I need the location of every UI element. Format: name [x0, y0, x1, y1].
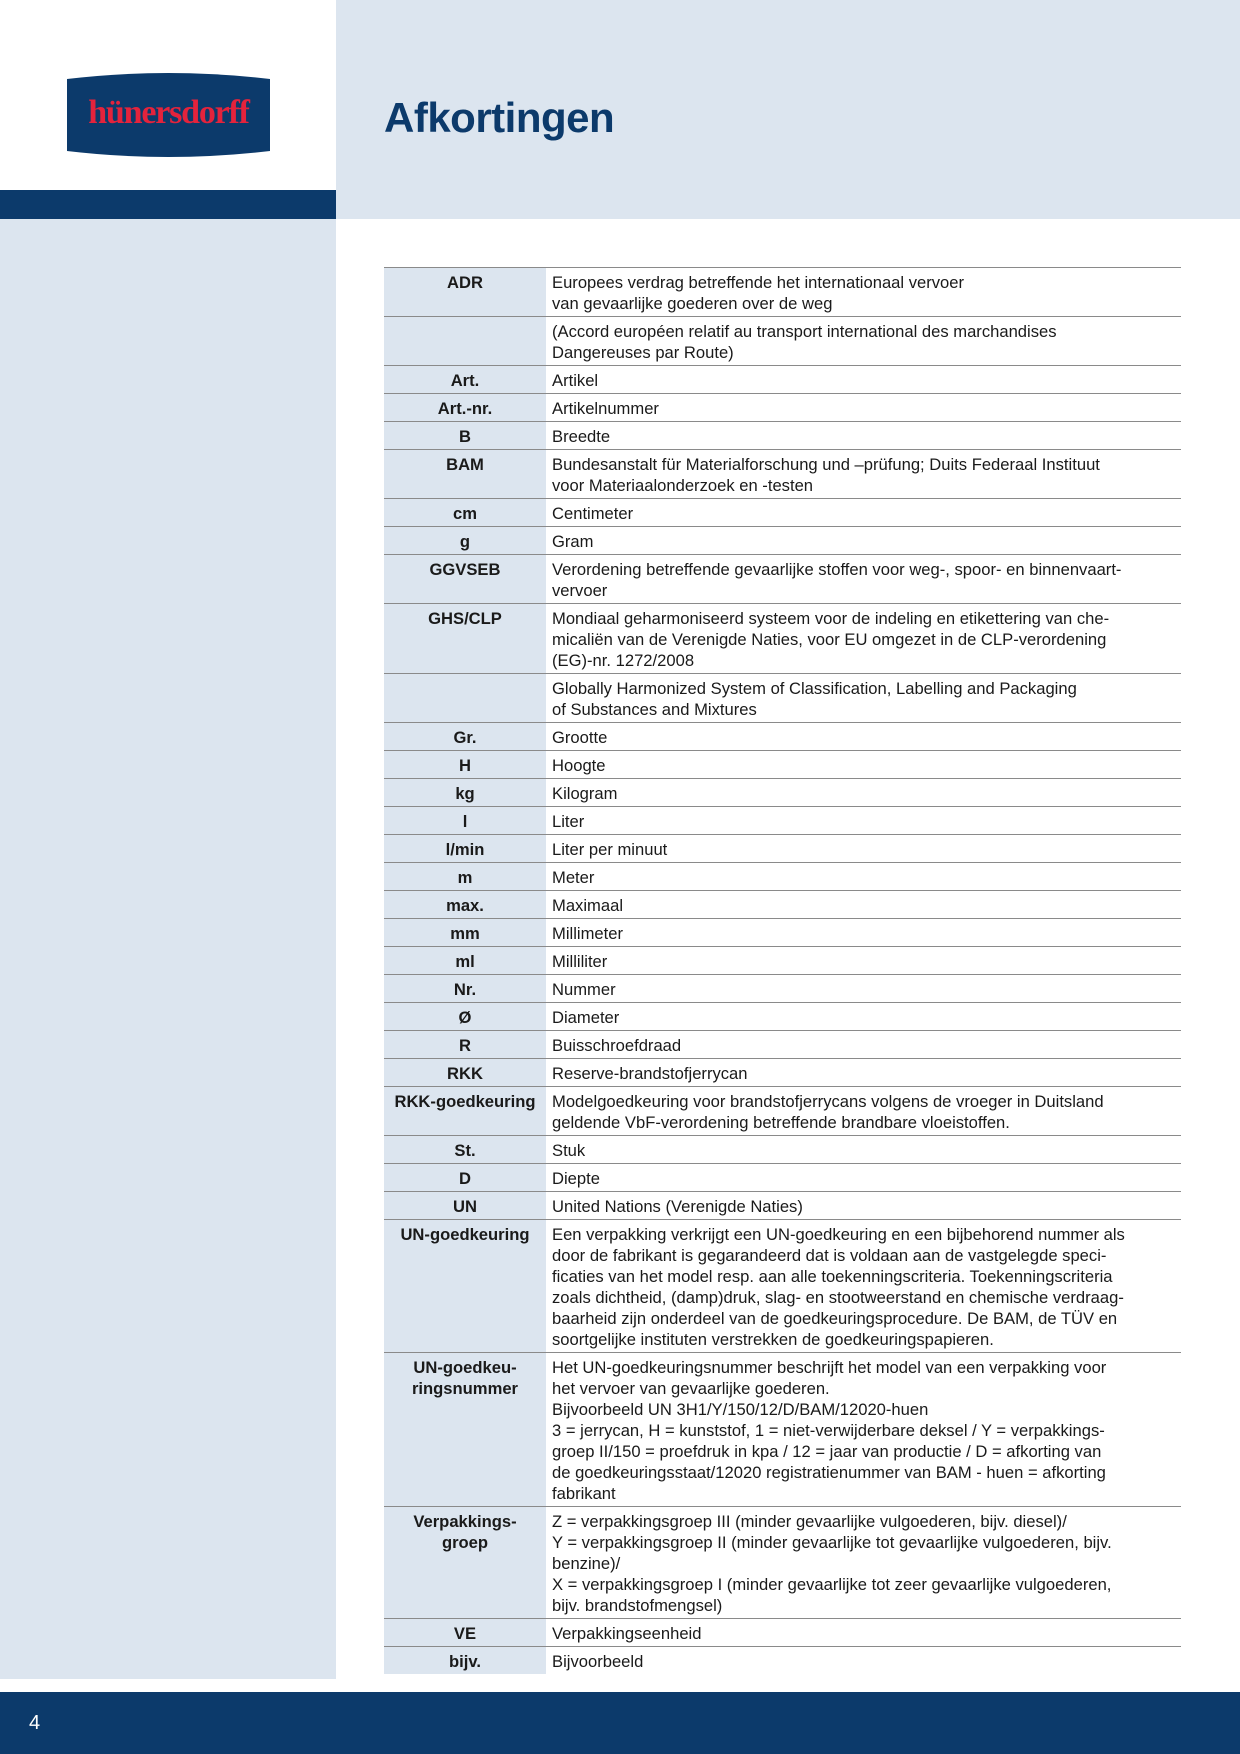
definition-line: Diepte	[552, 1169, 600, 1188]
definition-line: Meter	[552, 868, 595, 887]
definition-line: benzine)/	[552, 1554, 621, 1573]
definition-line: of Substances and Mixtures	[552, 700, 757, 719]
abbreviation-definition	[546, 674, 1181, 723]
page-number: 4	[29, 1712, 41, 1734]
abbreviation-definition	[546, 835, 1181, 863]
definition-line: Milliliter	[552, 952, 608, 971]
abbreviation-definition	[546, 1031, 1181, 1059]
abbreviation-term	[384, 450, 546, 499]
abbreviation-definition	[546, 268, 1181, 317]
term-line: g	[459, 532, 471, 551]
table-row	[384, 604, 1181, 674]
abbreviation-term	[384, 807, 546, 835]
table-row	[384, 1647, 1181, 1675]
definition-line: Reserve-brandstofjerrycan	[552, 1064, 748, 1083]
definition-line: vervoer	[552, 581, 608, 600]
definition-line: Gram	[552, 532, 594, 551]
abbreviation-definition	[546, 1059, 1181, 1087]
abbreviation-definition	[546, 723, 1181, 751]
term-line: l	[462, 812, 468, 831]
term-line: BAM	[446, 455, 484, 474]
definition-line: van gevaarlijke goederen over de weg	[552, 294, 833, 313]
abbreviation-term	[384, 268, 546, 317]
definition-line: Kilogram	[552, 784, 618, 803]
abbreviation-definition	[546, 450, 1181, 499]
abbreviation-term	[384, 1031, 546, 1059]
table-row	[384, 1003, 1181, 1031]
term-line: St.	[454, 1141, 476, 1160]
abbreviation-term	[384, 919, 546, 947]
definition-line: Mondiaal geharmoniseerd systeem voor de indeling en etikettering van che-	[552, 609, 1110, 628]
abbreviation-definition	[546, 947, 1181, 975]
abbreviation-term	[384, 1220, 546, 1353]
table-row	[384, 807, 1181, 835]
definition-line: baarheid zijn onderdeel van de goedkeuringsprocedure. De BAM, de TÜV en	[552, 1309, 1118, 1328]
definition-line: Diameter	[552, 1008, 620, 1027]
term-line: D	[459, 1169, 471, 1188]
definition-line: groep II/150 = proefdruk in kpa / 12 = jaar van productie / D = afkorting van	[552, 1442, 1102, 1461]
table-row	[384, 527, 1181, 555]
page-title: Afkortingen	[384, 94, 615, 141]
table-row	[384, 1164, 1181, 1192]
abbreviation-term	[384, 835, 546, 863]
term-line: kg	[455, 784, 475, 803]
term-line: ringsnummer	[411, 1379, 519, 1398]
table-row	[384, 891, 1181, 919]
table-row	[384, 1353, 1181, 1507]
table-row	[384, 1192, 1181, 1220]
abbreviation-term	[384, 1619, 546, 1647]
table-row	[384, 1031, 1181, 1059]
abbreviation-term	[384, 1087, 546, 1136]
term-line: UN-goedkeuring	[400, 1225, 530, 1244]
term-line: l/min	[445, 840, 485, 859]
table-row	[384, 422, 1181, 450]
table-row	[384, 268, 1181, 317]
abbreviation-definition	[546, 317, 1181, 366]
abbreviation-term	[384, 1164, 546, 1192]
definition-line: 3 = jerrycan, H = kunststof, 1 = niet-verwijderbare deksel / Y = verpakkings-	[552, 1421, 1105, 1440]
abbreviation-term	[384, 674, 546, 723]
table-row	[384, 450, 1181, 499]
term-line: R	[459, 1036, 471, 1055]
definition-line: Bijvoorbeeld UN 3H1/Y/150/12/D/BAM/12020-huen	[552, 1400, 929, 1419]
definition-line: fabrikant	[552, 1484, 616, 1503]
definition-line: Millimeter	[552, 924, 623, 943]
table-row	[384, 723, 1181, 751]
definition-line: Artikelnummer	[552, 399, 659, 418]
abbreviation-definition	[546, 1192, 1181, 1220]
table-row	[384, 1136, 1181, 1164]
abbreviation-term	[384, 779, 546, 807]
term-line: GGVSEB	[429, 560, 501, 579]
definition-line: X = verpakkingsgroep I (minder gevaarlijke tot zeer gevaarlijke vulgoederen,	[552, 1575, 1112, 1594]
definition-line: Artikel	[552, 371, 599, 390]
table-row	[384, 835, 1181, 863]
definition-line: Hoogte	[552, 756, 606, 775]
definition-line: ficaties van het model resp. aan alle toekenningscriteria. Toekenningscriteria	[552, 1267, 1113, 1286]
abbreviation-definition	[546, 527, 1181, 555]
definition-line: micaliën van de Verenigde Naties, voor EU omgezet in de CLP-verordening	[552, 630, 1107, 649]
term-line: H	[459, 756, 471, 775]
logo-text: hünersdorff	[88, 94, 249, 131]
abbreviation-definition	[546, 1136, 1181, 1164]
abbreviation-definition	[546, 1087, 1181, 1136]
abbreviation-definition	[546, 1353, 1181, 1507]
table-row	[384, 779, 1181, 807]
abbreviation-definition	[546, 604, 1181, 674]
term-line: ml	[455, 952, 475, 971]
abbreviation-term	[384, 1507, 546, 1619]
abbreviation-term	[384, 1136, 546, 1164]
abbreviation-definition	[546, 499, 1181, 527]
definition-line: Een verpakking verkrijgt een UN-goedkeuring en een bijbehorend nummer als	[552, 1225, 1125, 1244]
definition-line: Europees verdrag betreffende het internationaal vervoer	[552, 273, 965, 292]
definition-line: Maximaal	[552, 896, 624, 915]
table-row	[384, 555, 1181, 604]
definition-line: (Accord européen relatif au transport international des marchandises	[552, 322, 1057, 341]
definition-line: Stuk	[552, 1141, 586, 1160]
abbreviation-definition	[546, 1647, 1181, 1675]
term-line: GHS/CLP	[428, 609, 502, 628]
table-row	[384, 1087, 1181, 1136]
abbreviation-definition	[546, 555, 1181, 604]
table-row	[384, 919, 1181, 947]
table-row	[384, 317, 1181, 366]
table-row	[384, 1619, 1181, 1647]
table-row	[384, 366, 1181, 394]
abbreviation-term	[384, 891, 546, 919]
definition-line: voor Materiaalonderzoek en -testen	[552, 476, 814, 495]
definition-line: Verpakkingseenheid	[552, 1624, 702, 1643]
abbreviation-term	[384, 1059, 546, 1087]
definition-line: Bijvoorbeeld	[552, 1652, 644, 1671]
abbreviation-term	[384, 604, 546, 674]
definition-line: Globally Harmonized System of Classification, Labelling and Packaging	[552, 679, 1077, 698]
table-row	[384, 499, 1181, 527]
term-line: max.	[446, 896, 484, 915]
term-line: Art.-nr.	[437, 399, 493, 418]
abbreviation-definition	[546, 863, 1181, 891]
definition-line: Bundesanstalt für Materialforschung und –prüfung; Duits Federaal Instituut	[552, 455, 1100, 474]
abbreviation-definition	[546, 394, 1181, 422]
definition-line: Het UN-goedkeuringsnummer beschrijft het model van een verpakking voor	[552, 1358, 1107, 1377]
abbreviation-definition	[546, 1619, 1181, 1647]
abbreviation-definition	[546, 1507, 1181, 1619]
abbreviation-term	[384, 751, 546, 779]
term-line: UN-goedkeu-	[413, 1358, 517, 1377]
abbreviation-definition	[546, 779, 1181, 807]
definition-line: door de fabrikant is gegarandeerd dat is voldaan aan de vastgelegde speci-	[552, 1246, 1107, 1265]
term-line: mm	[450, 924, 480, 943]
definition-line: Liter	[552, 812, 585, 831]
definition-line: Dangereuses par Route)	[552, 343, 734, 362]
table-row	[384, 674, 1181, 723]
abbreviation-term	[384, 947, 546, 975]
footer-bar	[0, 1692, 1240, 1754]
term-line: ADR	[447, 273, 483, 292]
term-line: Gr.	[453, 728, 477, 747]
term-line: UN	[453, 1197, 477, 1216]
abbreviation-definition	[546, 422, 1181, 450]
abbreviation-term	[384, 723, 546, 751]
term-line: RKK	[447, 1064, 483, 1083]
term-line: m	[457, 868, 473, 887]
term-line: VE	[453, 1624, 477, 1643]
table-row	[384, 751, 1181, 779]
definition-line: Nummer	[552, 980, 616, 999]
table-row	[384, 1507, 1181, 1619]
abbreviation-term	[384, 499, 546, 527]
table-row	[384, 1220, 1181, 1353]
definition-line: Liter per minuut	[552, 840, 668, 859]
term-line: RKK-goedkeuring	[394, 1092, 536, 1111]
abbreviation-definition	[546, 807, 1181, 835]
table-row	[384, 863, 1181, 891]
term-line: Art.	[450, 371, 480, 390]
definition-line: Buisschroefdraad	[552, 1036, 682, 1055]
abbreviation-definition	[546, 1003, 1181, 1031]
table-row	[384, 975, 1181, 1003]
abbreviation-definition	[546, 751, 1181, 779]
term-line: cm	[453, 504, 477, 523]
abbreviation-term	[384, 366, 546, 394]
abbreviation-term	[384, 422, 546, 450]
term-line: Ø	[458, 1008, 472, 1027]
definition-line: Y = verpakkingsgroep II (minder gevaarlijke tot gevaarlijke vulgoederen, bijv.	[552, 1533, 1112, 1552]
abbreviation-definition	[546, 891, 1181, 919]
abbreviation-term	[384, 555, 546, 604]
term-line: B	[459, 427, 471, 446]
abbreviation-term	[384, 1353, 546, 1507]
definition-line: soortgelijke instituten verstrekken de goedkeuringspapieren.	[552, 1330, 994, 1349]
abbreviation-definition	[546, 366, 1181, 394]
definition-line: Breedte	[552, 427, 611, 446]
abbreviation-term	[384, 863, 546, 891]
abbreviation-term	[384, 394, 546, 422]
definition-line: (EG)-nr. 1272/2008	[552, 651, 695, 670]
term-line: bijv.	[449, 1652, 481, 1671]
table-row	[384, 394, 1181, 422]
abbreviation-term	[384, 1647, 546, 1675]
table-row	[384, 947, 1181, 975]
definition-line: Grootte	[552, 728, 608, 747]
term-line: Nr.	[453, 980, 477, 999]
abbreviation-term	[384, 527, 546, 555]
term-line: groep	[441, 1533, 489, 1552]
definition-line: Modelgoedkeuring voor brandstofjerrycans volgens de vroeger in Duitsland	[552, 1092, 1104, 1111]
table-row	[384, 1059, 1181, 1087]
abbreviations-table	[384, 267, 1181, 1674]
abbreviation-definition	[546, 919, 1181, 947]
abbreviation-definition	[546, 1220, 1181, 1353]
abbreviation-term	[384, 1003, 546, 1031]
definition-line: United Nations (Verenigde Naties)	[552, 1197, 803, 1216]
brand-logo	[67, 73, 270, 157]
abbreviation-term	[384, 317, 546, 366]
left-panel-background	[0, 219, 336, 1679]
abbreviation-term	[384, 975, 546, 1003]
abbreviation-definition	[546, 1164, 1181, 1192]
left-accent-bar	[0, 190, 336, 219]
abbreviation-definition	[546, 975, 1181, 1003]
term-line: Verpakkings-	[413, 1512, 517, 1531]
definition-line: Verordening betreffende gevaarlijke stoffen voor weg-, spoor- en binnenvaart-	[552, 560, 1122, 579]
abbreviation-term	[384, 1192, 546, 1220]
definition-line: het vervoer van gevaarlijke goederen.	[552, 1379, 830, 1398]
definition-line: de goedkeuringsstaat/12020 registratienummer van BAM - huen = afkorting	[552, 1463, 1106, 1482]
definition-line: zoals dichtheid, (damp)druk, slag- en stootweerstand en chemische verdraag-	[552, 1288, 1124, 1307]
definition-line: Centimeter	[552, 504, 634, 523]
definition-line: Z = verpakkingsgroep III (minder gevaarlijke vulgoederen, bijv. diesel)/	[552, 1512, 1067, 1531]
definition-line: bijv. brandstofmengsel)	[552, 1596, 723, 1615]
definition-line: geldende VbF-verordening betreffende brandbare vloeistoffen.	[552, 1113, 1010, 1132]
